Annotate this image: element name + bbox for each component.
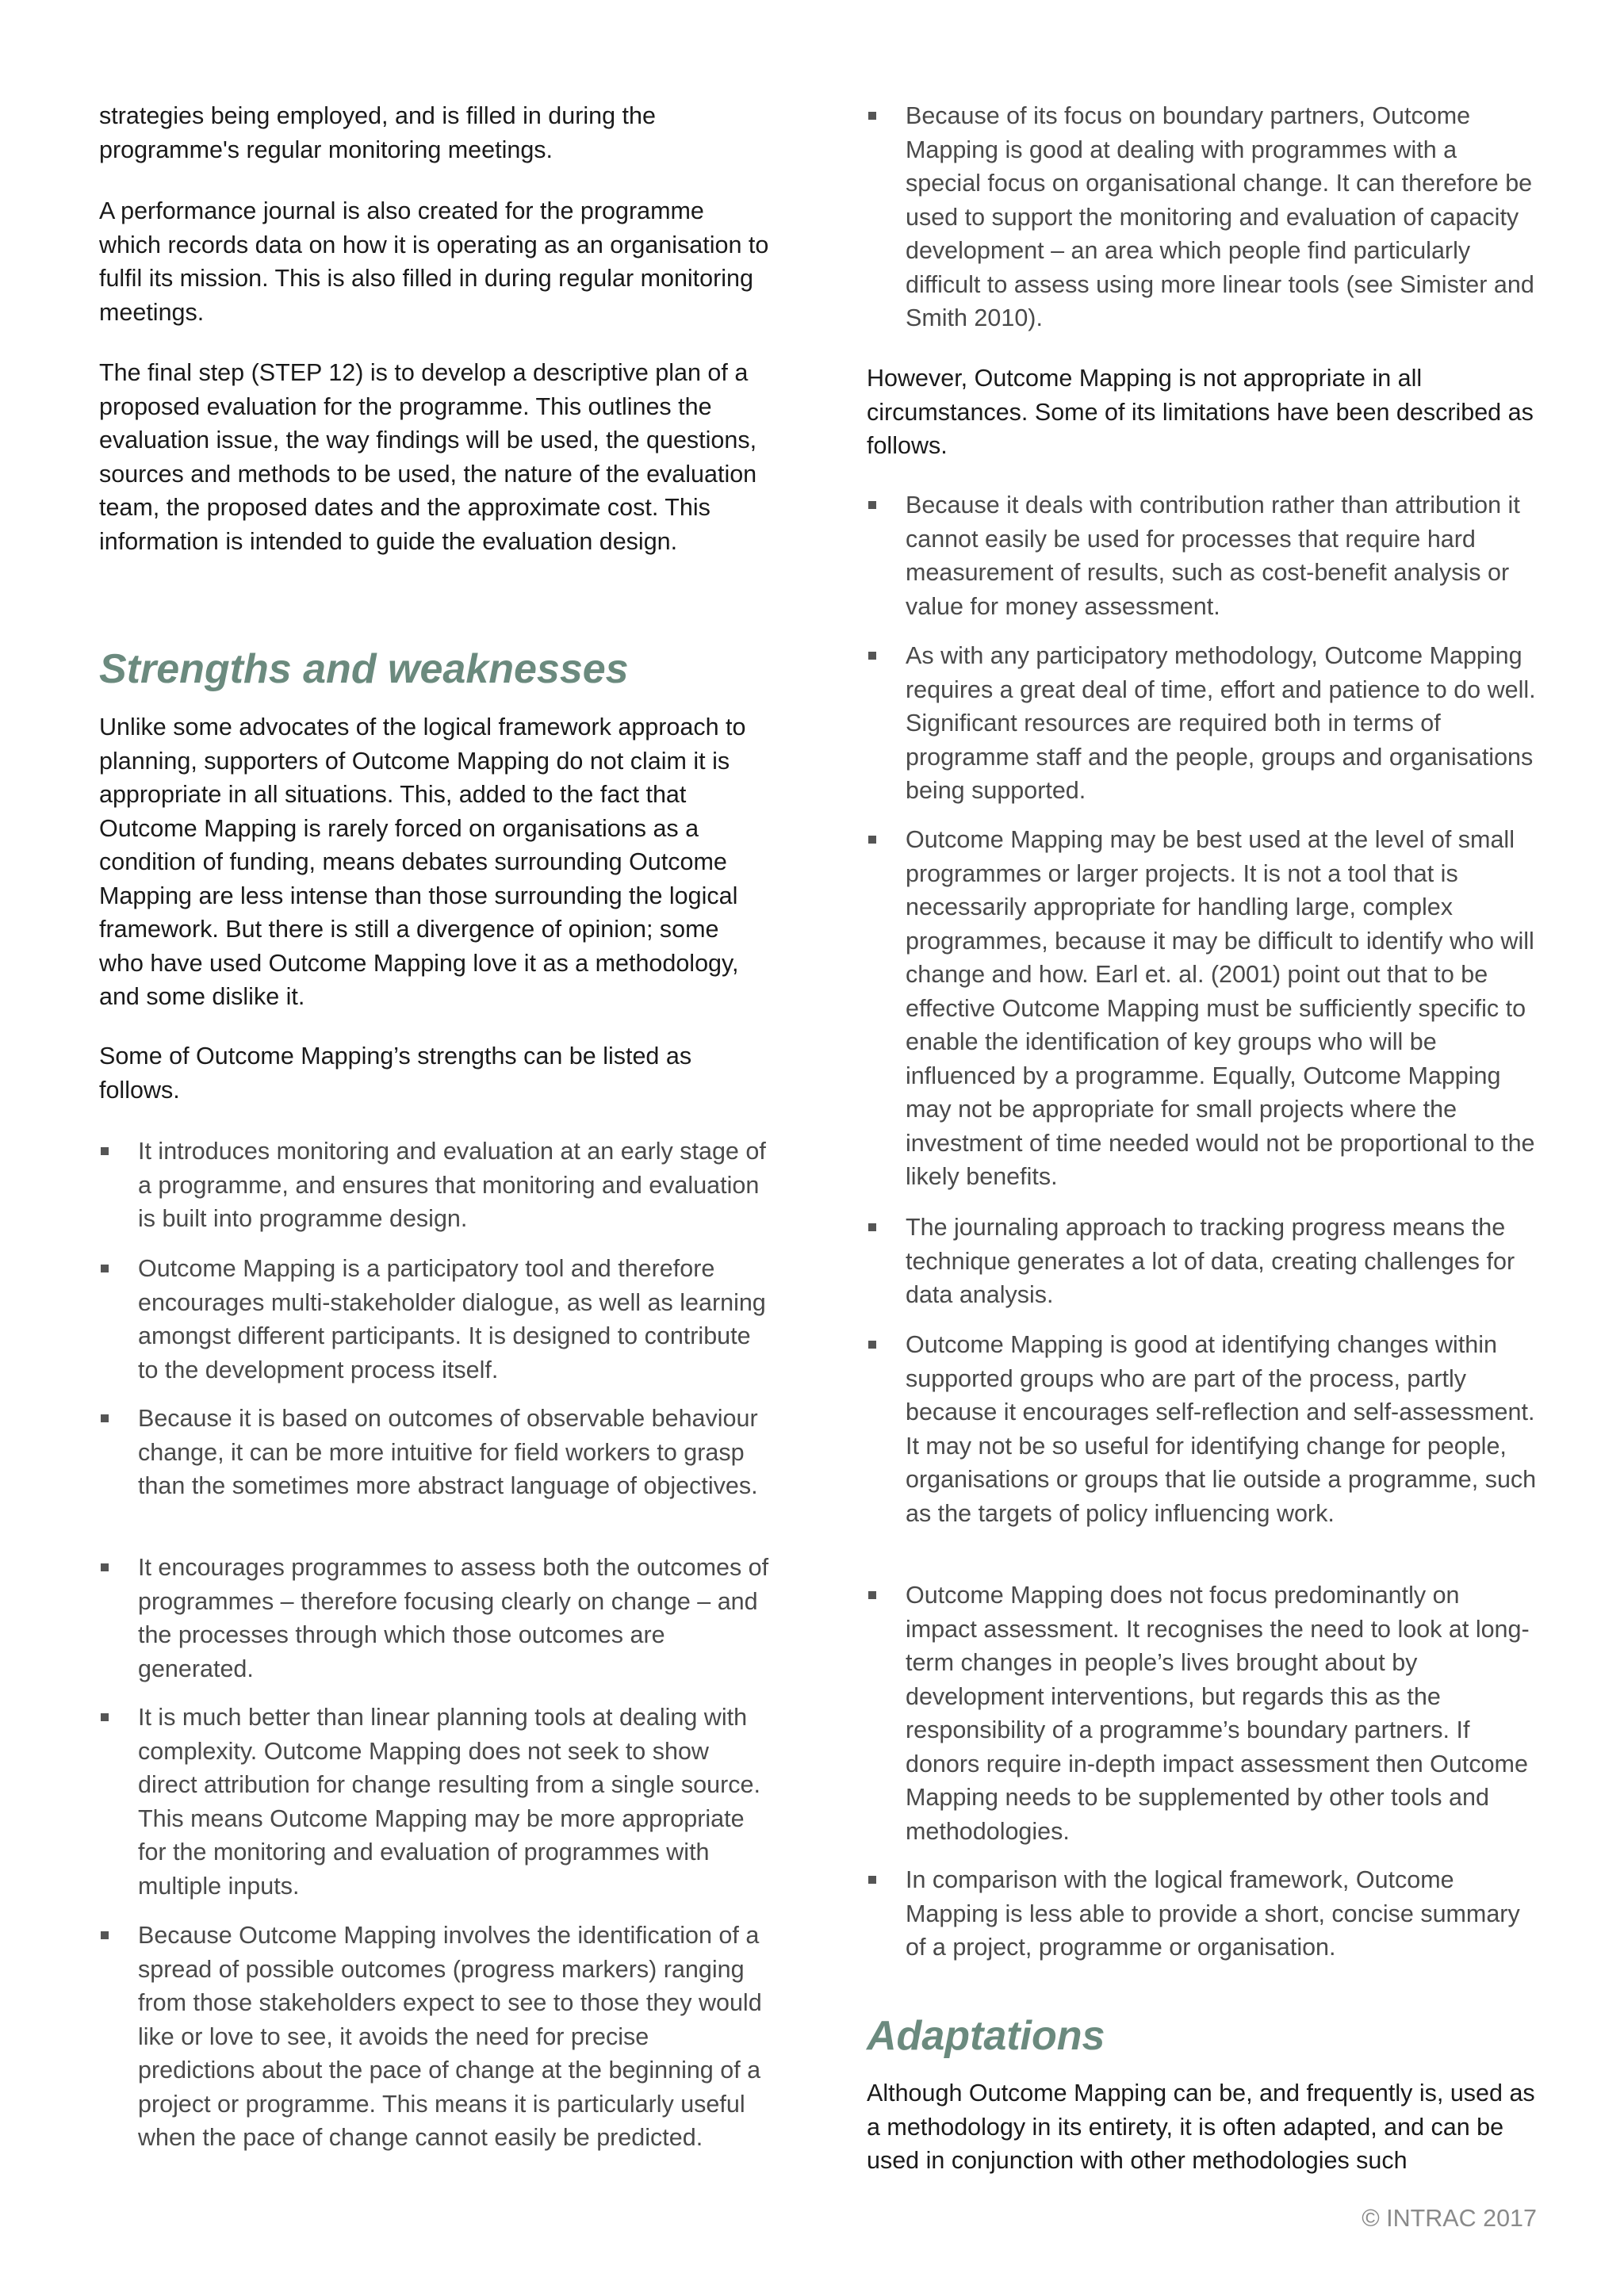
list-item: The journaling approach to tracking progress means the technique generates a lot of data, creating challenges for data analysis. <box>867 1211 1537 1312</box>
list-item: Because of its focus on boundary partners, Outcome Mapping is good at dealing with programmes with a special focus on organisational change. It can therefore be used to support the monitoring and evaluation of capacity development – an area which people find particularly difficult to assess using more linear tools (see Simister and Smith 2010). <box>867 99 1537 335</box>
list-item: It encourages programmes to assess both the outcomes of programmes – therefore focusing clearly on change – and the processes through which those outcomes are generated. <box>99 1551 769 1686</box>
list-item: As with any participatory methodology, Outcome Mapping requires a great deal of time, effort and patience to do well. Significant resources are required both in terms of programme staff and the people, groups and organisations being supported. <box>867 639 1537 808</box>
list-item: It is much better than linear planning tools at dealing with complexity. Outcome Mapping does not seek to show direct attribution for change resulting from a single source. This means Outcome Mapping may be more appropriate for the monitoring and evaluation of programmes with multiple inputs. <box>99 1701 769 1903</box>
copyright-footer: © INTRAC 2017 <box>1362 2205 1537 2232</box>
section-heading-strengths: Strengths and weaknesses <box>99 646 629 692</box>
bullet-square-icon <box>868 836 876 844</box>
list-item: In comparison with the logical framework, Outcome Mapping is less able to provide a short, concise summary of a project, programme or organisation. <box>867 1863 1537 1965</box>
bullet-square-icon <box>101 1265 109 1272</box>
list-item: Because it deals with contribution rather than attribution it cannot easily be used for processes that require hard measurement of results, such as cost-benefit analysis or value for money assessment. <box>867 488 1537 623</box>
list-item: It introduces monitoring and evaluation at an early stage of a programme, and ensures that monitoring and evaluation is built into programme design. <box>99 1135 769 1236</box>
bullet-square-icon <box>101 1563 109 1571</box>
list-item: Outcome Mapping is good at identifying changes within supported groups who are part of the process, partly because it encourages self-reflection and self-assessment. It may not be so useful for identifying change for people, organisations or groups that lie outside a programme, such as the targets of policy influencing work. <box>867 1328 1537 1530</box>
adaptations-paragraph: Although Outcome Mapping can be, and frequently is, used as a methodology in its entirety, it is often adapted, and can be used in conjunction with other methodologies such <box>867 2080 1535 2174</box>
intro-paragraph: A performance journal is also created for the programme which records data on how it is operating as an organisation to fulfil its mission. This is also filled in during regular monitoring meetings. <box>99 197 769 326</box>
bullet-square-icon <box>868 652 876 660</box>
list-item: Outcome Mapping is a participatory tool and therefore encourages multi-stakeholder dialogue, as well as learning amongst different participants. It is designed to contribute to the development process itself. <box>99 1252 769 1387</box>
bullet-square-icon <box>868 112 876 120</box>
list-item: Outcome Mapping may be best used at the level of small programmes or larger projects. It is not a tool that is necessarily appropriate for handling large, complex programmes, because it may be difficult to identify who will change and how. Earl et. al. (2001) point out that to be effective Outcome Mapping must be sufficiently specific to enable the identification of key groups who will be influenced by a programme. Equally, Outcome Mapping may not be appropriate for small projects where the investment of time needed would not be proportional to the likely benefits. <box>867 823 1537 1194</box>
bullet-square-icon <box>101 1713 109 1721</box>
limitations-lead-paragraph: However, Outcome Mapping is not appropriate in all circumstances. Some of its limitations have been described as follows. <box>867 365 1534 459</box>
bullet-square-icon <box>101 1931 109 1939</box>
bullet-square-icon <box>868 501 876 509</box>
bullet-square-icon <box>868 1223 876 1231</box>
list-item: Because Outcome Mapping involves the identification of a spread of possible outcomes (progress markers) ranging from those stakeholders expect to see to those they would like or love to see, it avoids the need for precise predictions about the pace of change at the beginning of a project or programme. This means it is particularly useful when the pace of change cannot easily be predicted. <box>99 1919 769 2155</box>
strengths-lead-paragraph: Some of Outcome Mapping’s strengths can be listed as follows. <box>99 1043 692 1104</box>
bullet-square-icon <box>101 1147 109 1155</box>
list-item: Because it is based on outcomes of observable behaviour change, it can be more intuitive for field workers to grasp than the sometimes more abstract language of objectives. <box>99 1402 769 1503</box>
bullet-square-icon <box>868 1341 876 1349</box>
list-item: Outcome Mapping does not focus predominantly on impact assessment. It recognises the need to look at long-term changes in people’s lives brought about by development interventions, but regards this as the responsibility of a programme’s boundary partners. If donors require in-depth impact assessment then Outcome Mapping needs to be supplemented by other tools and methodologies. <box>867 1578 1537 1848</box>
intro-paragraph: strategies being employed, and is filled in during the programme's regular monitoring meetings. <box>99 102 656 163</box>
section-heading-adaptations: Adaptations <box>867 2013 1105 2059</box>
bullet-square-icon <box>101 1414 109 1422</box>
bullet-square-icon <box>868 1876 876 1884</box>
strengths-intro-paragraph: Unlike some advocates of the logical framework approach to planning, supporters of Outcome Mapping do not claim it is appropriate in all situations. This, added to the fact that Outcome Mapping is rarely forced on organisations as a condition of funding, means debates surrounding Outcome Mapping are less intense than those surrounding the logical framework. But there is still a divergence of opinion; some who have used Outcome Mapping love it as a methodology, and some dislike it. <box>99 714 746 1010</box>
bullet-square-icon <box>868 1591 876 1599</box>
intro-paragraph: The final step (STEP 12) is to develop a descriptive plan of a proposed evaluation for the programme. This outlines the evaluation issue, the way findings will be used, the questions, sources and methods to be used, the nature of the evaluation team, the proposed dates and the approximate cost. This information is intended to guide the evaluation design. <box>99 359 757 555</box>
